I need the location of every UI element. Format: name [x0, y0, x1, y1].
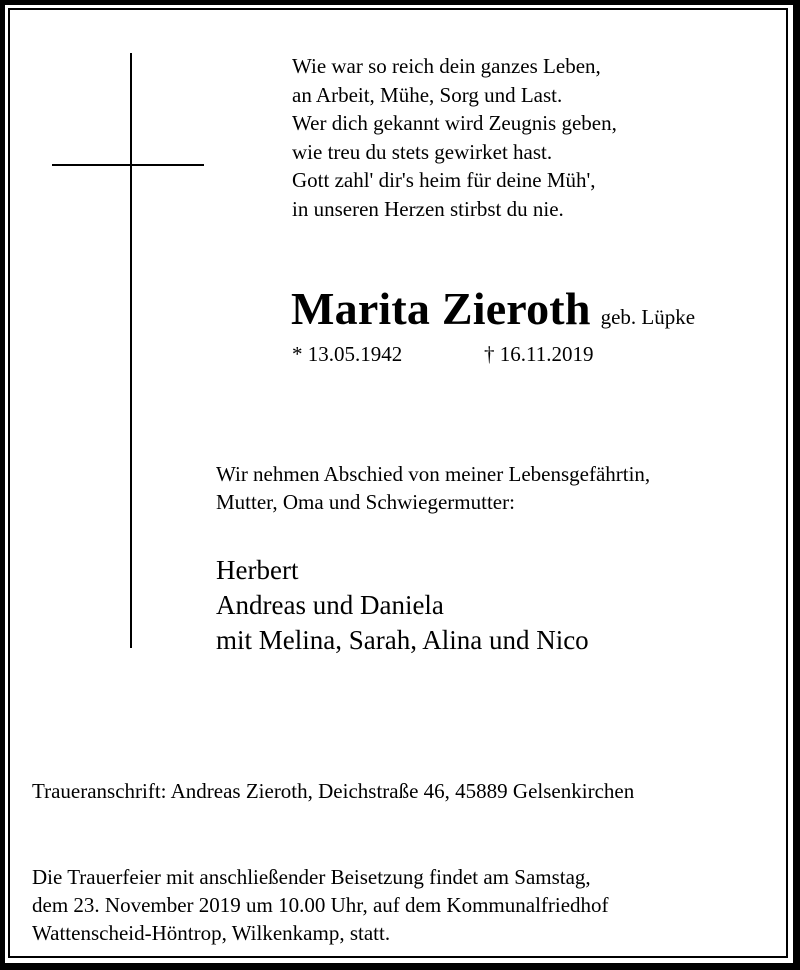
poem-line: Wer dich gekannt wird Zeugnis geben, [292, 111, 617, 135]
poem-line: wie treu du stets gewirket hast. [292, 139, 553, 164]
farewell-line: Mutter, Oma und Schwiegermutter: [216, 490, 515, 514]
deceased-name: Marita Zieroth [291, 283, 591, 334]
maiden-name: geb. Lüpke [600, 305, 696, 329]
birth-date: * 13.05.1942 [292, 342, 403, 366]
farewell-line: Wir nehmen Abschied von meiner Lebensgefährtin, [216, 462, 651, 486]
cross-horizontal-bar [52, 164, 204, 166]
mourner: mit Melina, Sarah, Alina und Nico [216, 625, 589, 655]
poem-line: Wie war so reich dein ganzes Leben, [292, 54, 601, 78]
mourner: Herbert [216, 555, 299, 585]
mourners-list [216, 553, 589, 658]
cross-vertical-bar [130, 53, 132, 648]
poem-line: in unseren Herzen stirbst du nie. [292, 196, 564, 221]
deceased-heading [291, 282, 695, 335]
farewell-text [216, 460, 650, 516]
ceremony-line: dem 23. November 2019 um 10.00 Uhr, auf dem Kommunalfriedhof [32, 893, 609, 917]
ceremony-line: Wattenscheid-Höntrop, Wilkenkamp, statt. [32, 921, 391, 945]
life-dates [292, 342, 594, 367]
ceremony-line: Die Trauerfeier mit anschließender Beisetzung findet am Samstag, [32, 865, 591, 889]
memorial-poem [292, 52, 617, 223]
poem-line: Gott zahl' dir's heim für deine Müh', [292, 168, 596, 192]
ceremony-info [32, 863, 609, 947]
mourning-address: Traueranschrift: Andreas Zieroth, Deichstraße 46, 45889 Gelsenkirchen [32, 779, 635, 803]
death-date: † 16.11.2019 [484, 342, 594, 366]
poem-line: an Arbeit, Mühe, Sorg und Last. [292, 82, 563, 107]
mourner: Andreas und Daniela [216, 590, 444, 620]
